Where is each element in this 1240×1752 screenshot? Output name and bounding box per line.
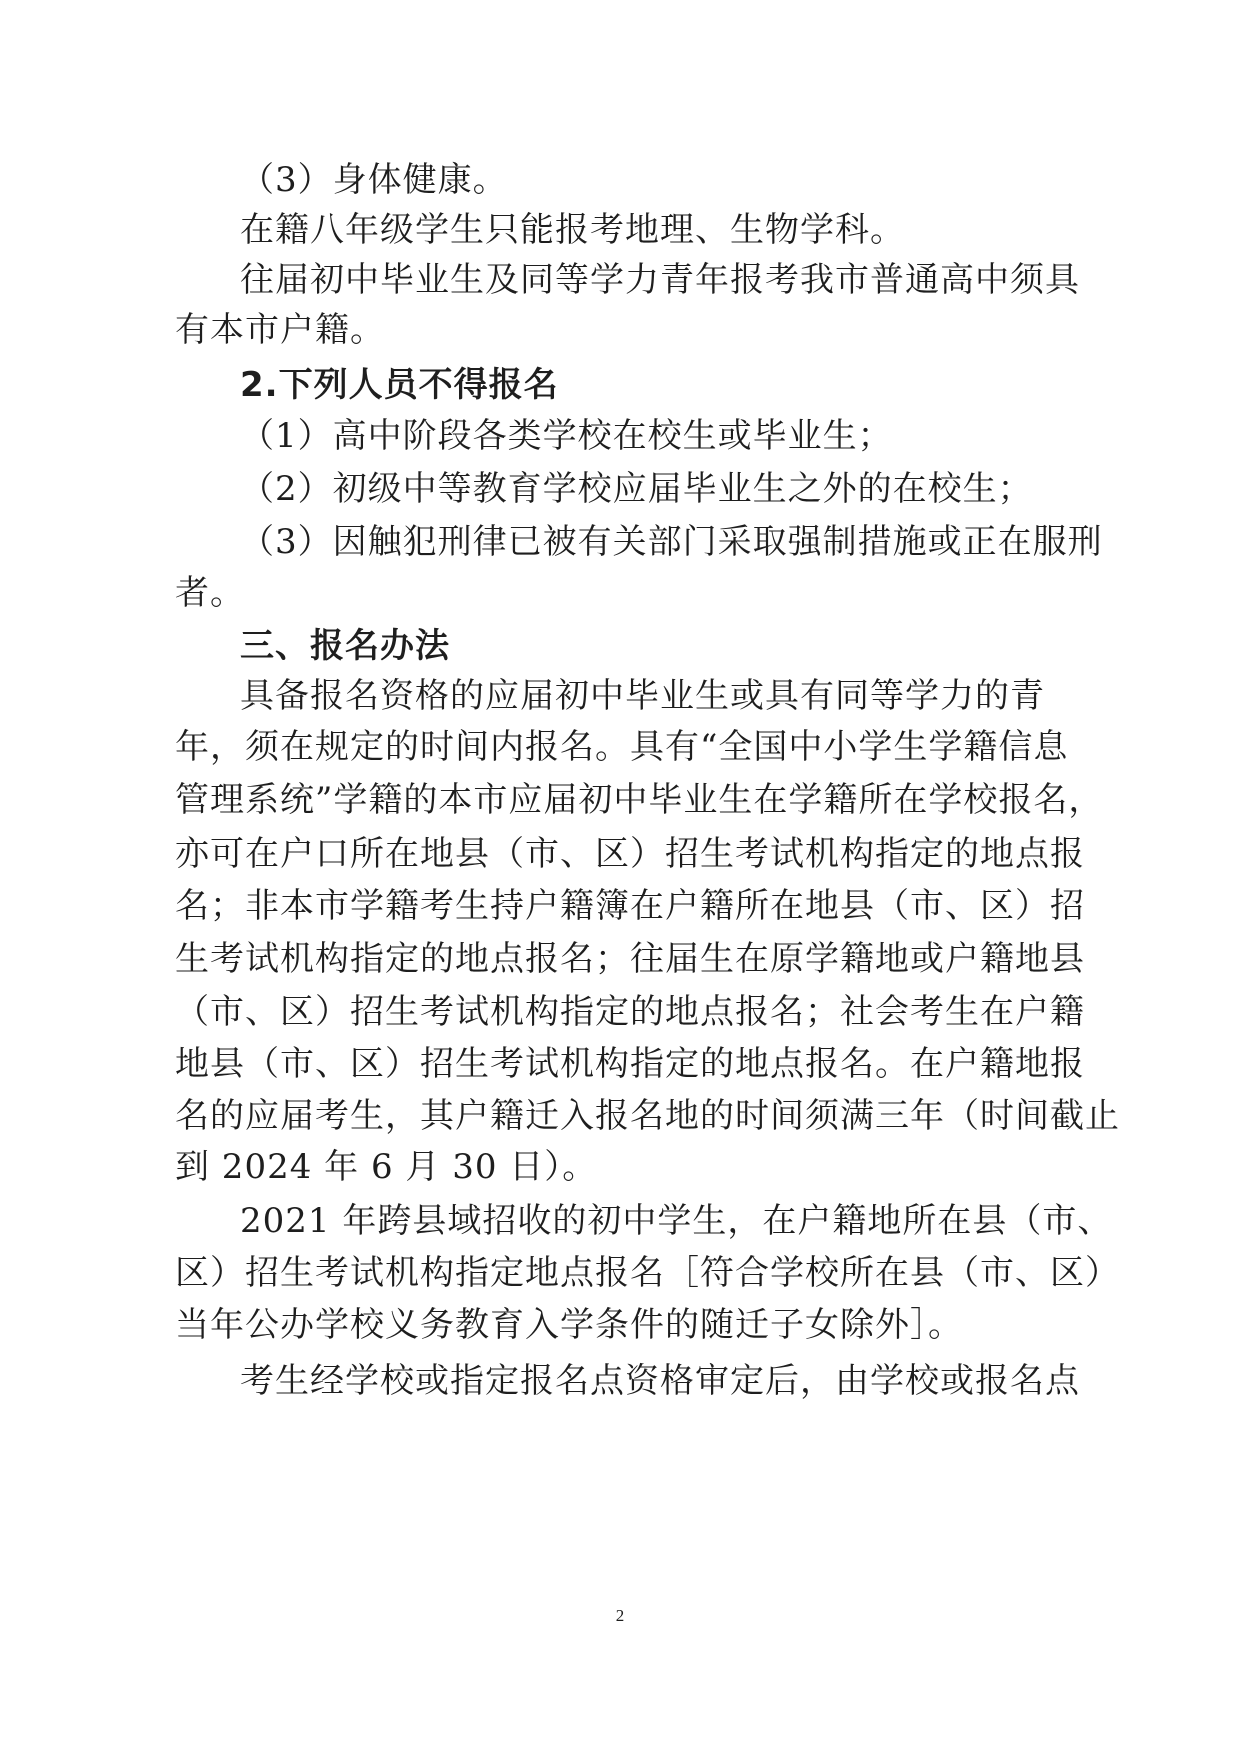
cross-county-paragraph-line: 区）招生考试机构指定地点报名［符合学校所在县（市、区） (175, 1253, 1120, 1293)
method-paragraph-line: 具备报名资格的应届初中毕业生或具有同等学力的青 (240, 676, 1045, 716)
review-paragraph-line: 考生经学校或指定报名点资格审定后，由学校或报名点 (240, 1361, 1080, 1401)
prior-graduates-line-2: 有本市户籍。 (175, 310, 385, 350)
method-paragraph-line: 亦可在户口所在地县（市、区）招生考试机构指定的地点报 (175, 834, 1085, 874)
method-paragraph-line: 生考试机构指定的地点报名；往届生在原学籍地或户籍地县 (175, 939, 1085, 979)
eligibility-item-3: （3）身体健康。 (240, 160, 508, 200)
grade8-paragraph: 在籍八年级学生只能报考地理、生物学科。 (240, 210, 905, 250)
section3-heading: 三、报名办法 (240, 626, 450, 666)
prior-graduates-line-1: 往届初中毕业生及同等学力青年报考我市普通高中须具 (240, 260, 1080, 300)
ineligible-item-3-line-2: 者。 (175, 573, 245, 613)
method-paragraph-line: 名；非本市学籍考生持户籍簿在户籍所在地县（市、区）招 (175, 886, 1085, 926)
method-paragraph-line: 管理系统”学籍的本市应届初中毕业生在学籍所在学校报名， (175, 780, 1104, 820)
method-paragraph-line: （市、区）招生考试机构指定的地点报名；社会考生在户籍 (175, 992, 1085, 1032)
page-number: 2 (615, 1606, 625, 1625)
method-paragraph-line: 名的应届考生，其户籍迁入报名地的时间须满三年（时间截止 (175, 1096, 1120, 1136)
method-paragraph-line: 到 2024 年 6 月 30 日）。 (175, 1147, 598, 1187)
ineligible-heading: 2.下列人员不得报名 (240, 365, 559, 405)
cross-county-paragraph-line: 2021 年跨县域招收的初中学生，在户籍地所在县（市、 (240, 1201, 1113, 1241)
ineligible-item-1: （1）高中阶段各类学校在校生或毕业生； (240, 416, 893, 456)
method-paragraph-line: 地县（市、区）招生考试机构指定的地点报名。在户籍地报 (175, 1044, 1085, 1084)
ineligible-item-2: （2）初级中等教育学校应届毕业生之外的在校生； (240, 469, 1033, 509)
method-paragraph-line: 年，须在规定的时间内报名。具有“全国中小学生学籍信息 (175, 727, 1069, 767)
cross-county-paragraph-line: 当年公办学校义务教育入学条件的随迁子女除外］。 (175, 1305, 963, 1345)
ineligible-item-3-line-1: （3）因触犯刑律已被有关部门采取强制措施或正在服刑 (240, 522, 1103, 562)
